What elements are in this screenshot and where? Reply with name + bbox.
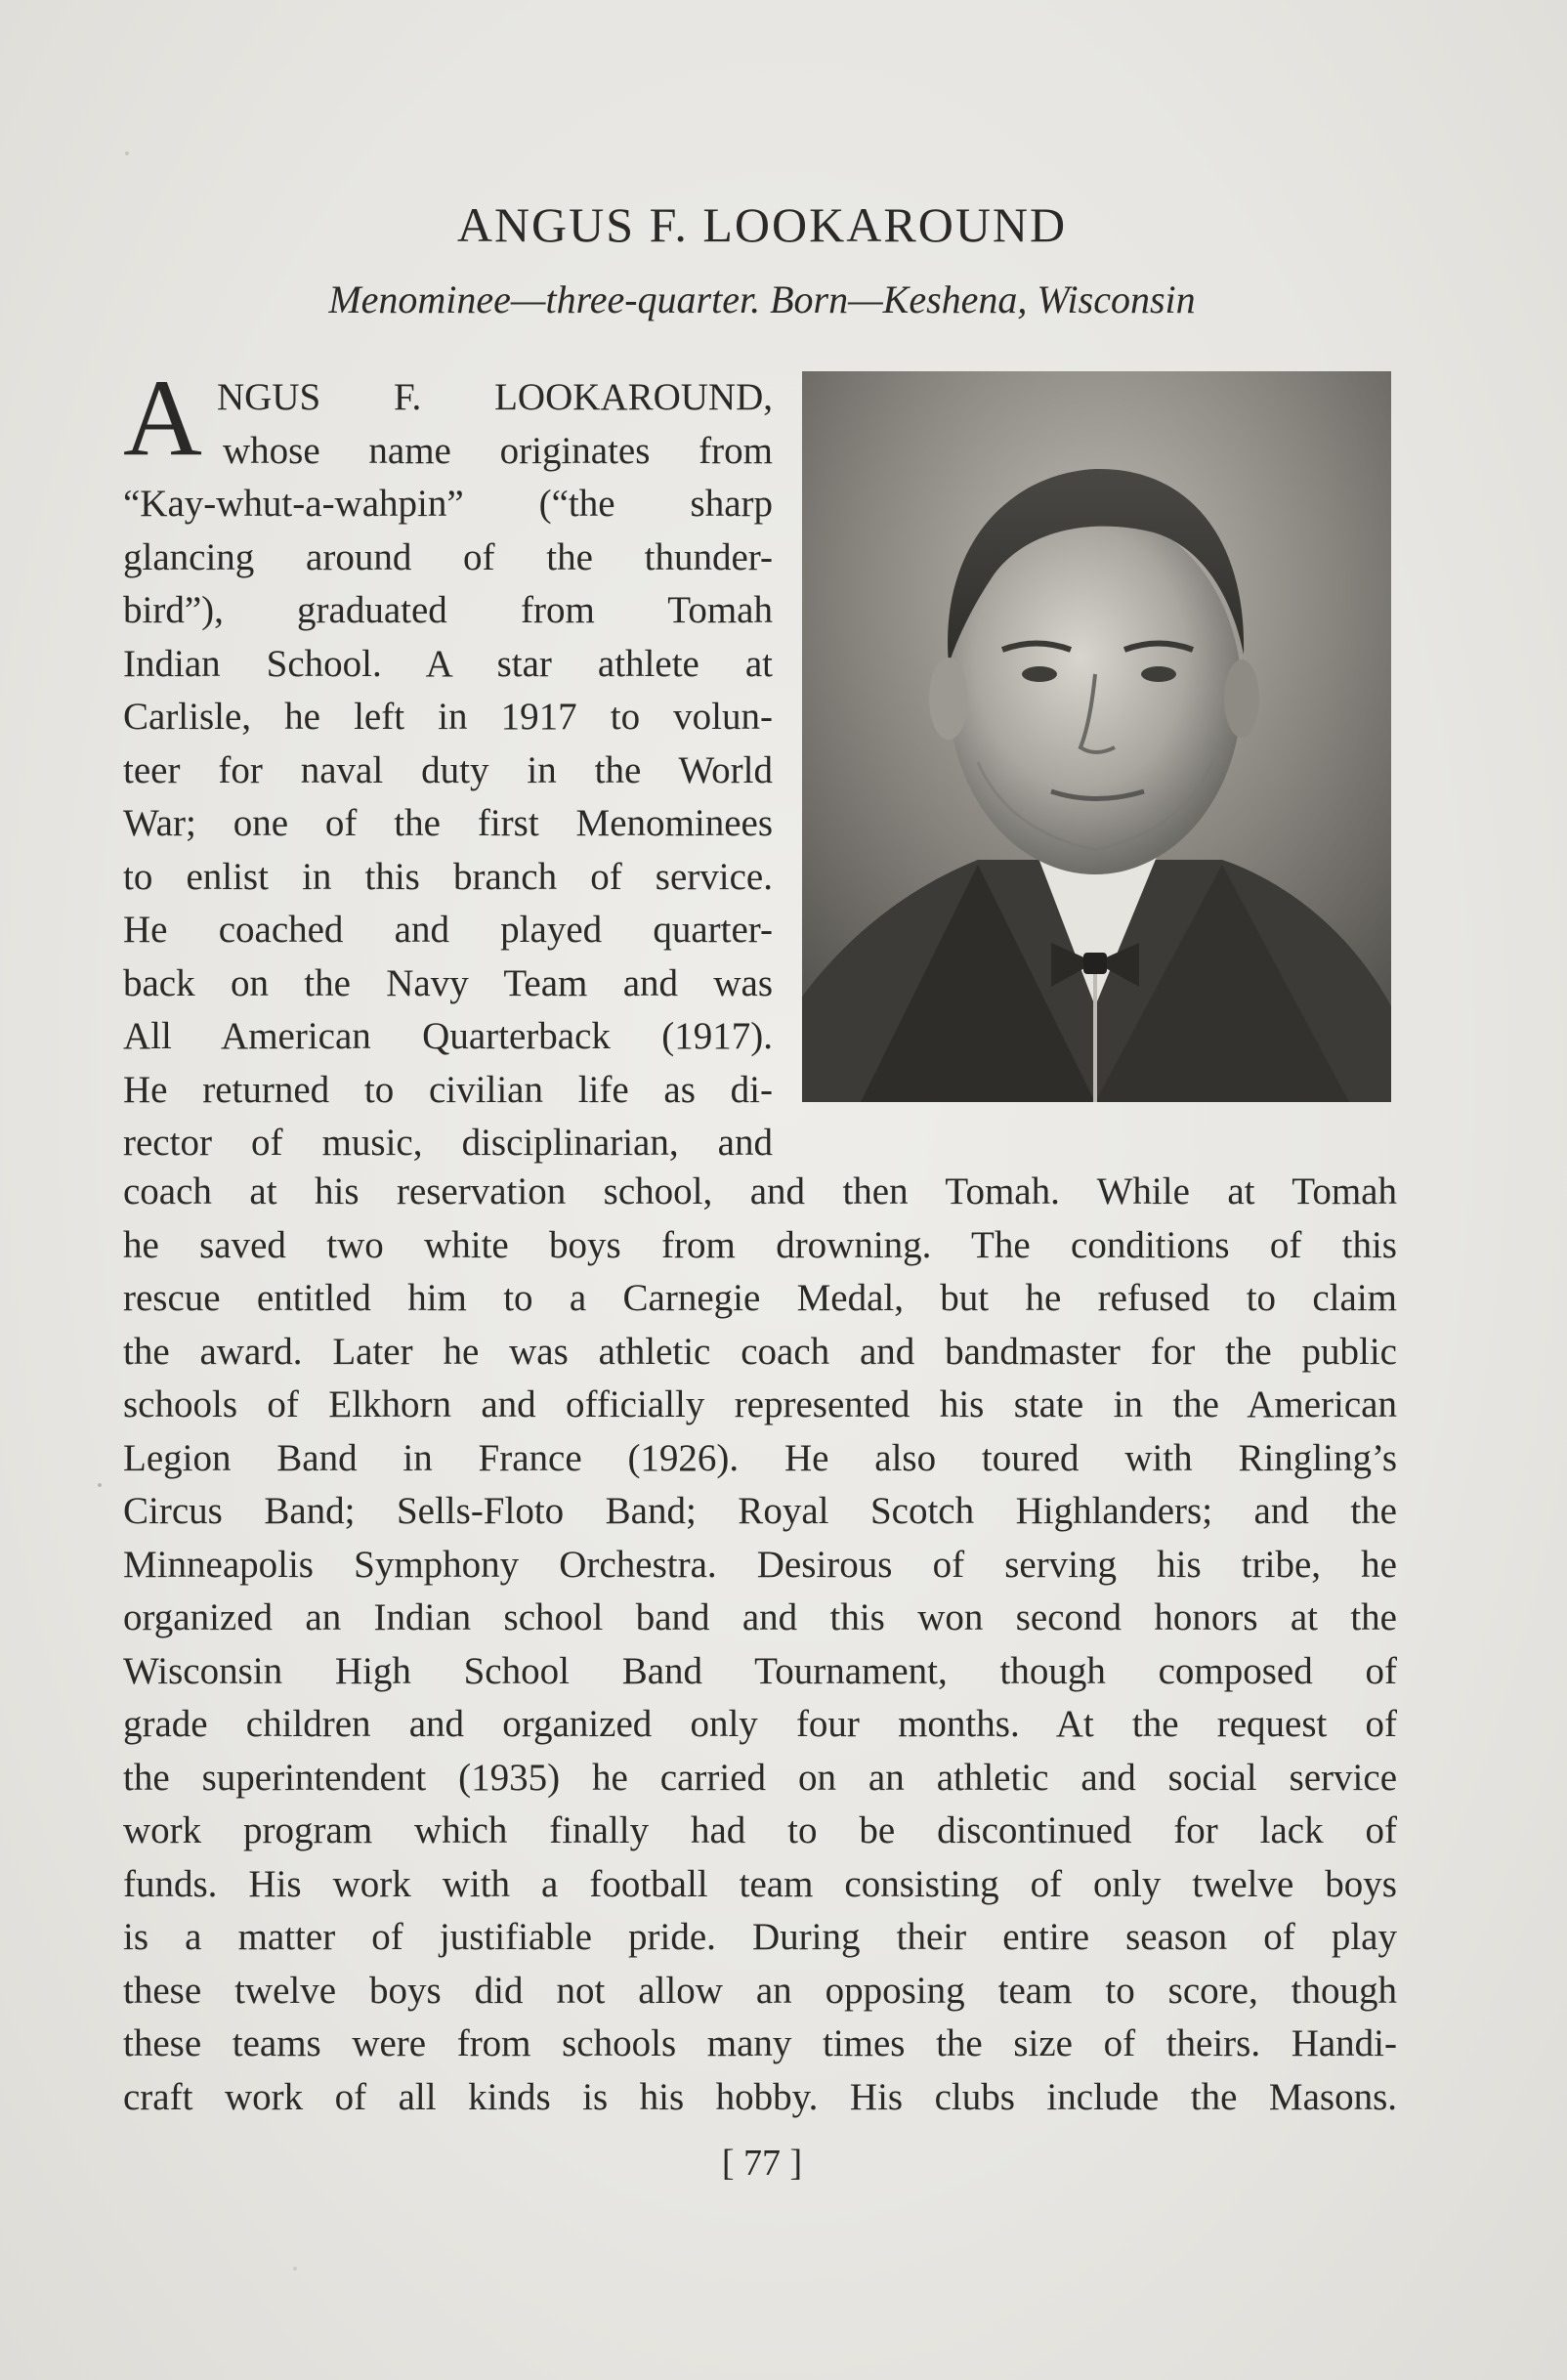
- text-line: to enlist in this branch of service.: [123, 855, 773, 898]
- page-subtitle: Menominee—three-quarter. Born—Keshena, Wisconsin: [328, 277, 1196, 321]
- text-line: these teams were from schools many times the size of theirs. Handi-: [123, 2022, 1397, 2064]
- text-line: rescue entitled him to a Carnegie Medal, but he refused to claim: [123, 1277, 1397, 1319]
- text-line: the award. Later he was athletic coach and bandmaster for the public: [123, 1330, 1397, 1373]
- portrait-photo: [802, 371, 1391, 1102]
- text-line: back on the Navy Team and was: [123, 961, 773, 1004]
- full-width-text: [123, 1166, 1397, 2124]
- text-line: work program which finally had to be discontinued for lack of: [123, 1809, 1397, 1851]
- text-line: Indian School. A star athlete at: [123, 642, 773, 685]
- text-line: is a matter of justifiable pride. During their entire season of play: [123, 1916, 1397, 1958]
- paper-speck: [98, 1483, 102, 1487]
- text-line: glancing around of the thunder-: [123, 535, 773, 578]
- text-line: NGUS F. LOOKAROUND,: [217, 376, 773, 418]
- text-line: he saved two white boys from drowning. The conditions of this: [123, 1223, 1397, 1266]
- text-line: funds. His work with a football team consisting of only twelve boys: [123, 1862, 1397, 1905]
- text-line: schools of Elkhorn and officially represented his state in the American: [123, 1383, 1397, 1425]
- text-line: War; one of the first Menominees: [123, 802, 773, 844]
- page-title: ANGUS F. LOOKAROUND: [456, 197, 1068, 252]
- text-line: All American Quarterback (1917).: [123, 1015, 773, 1057]
- text-line: Minneapolis Symphony Orchestra. Desirous of serving his tribe, he: [123, 1543, 1397, 1586]
- text-line: craft work of all kinds is his hobby. His clubs include the Masons.: [123, 2075, 1397, 2118]
- portrait-illustration: [802, 371, 1391, 1102]
- text-line: Wisconsin High School Band Tournament, though composed of: [123, 1649, 1397, 1692]
- text-line: “Kay-whut-a-wahpin” (“the sharp: [123, 483, 773, 525]
- text-line: rector of music, disciplinarian, and: [123, 1122, 773, 1164]
- text-line: grade children and organized only four months. At the request of: [123, 1703, 1397, 1745]
- text-line: bird”), graduated from Tomah: [123, 589, 773, 631]
- text-line: Legion Band in France (1926). He also toured with Ringling’s: [123, 1436, 1397, 1479]
- page-number: [ 77 ]: [721, 2143, 803, 2184]
- text-line: these twelve boys did not allow an opposing team to score, though: [123, 1969, 1397, 2012]
- text-line: coach at his reservation school, and then Tomah. While at Tomah: [123, 1170, 1397, 1212]
- text-line: He coached and played quarter-: [123, 909, 773, 951]
- paper-speck: [125, 151, 129, 155]
- text-line: whose name originates from: [223, 429, 773, 472]
- paper-speck: [293, 2267, 297, 2271]
- text-line: Carlisle, he left in 1917 to volun-: [123, 696, 773, 738]
- text-line: Circus Band; Sells-Floto Band; Royal Scotch Highlanders; and the: [123, 1490, 1397, 1532]
- text-line: teer for naval duty in the World: [123, 748, 773, 791]
- narrow-text-column: [123, 371, 773, 1170]
- text-line: organized an Indian school band and this won second honors at the: [123, 1596, 1397, 1638]
- drop-cap: A: [123, 358, 202, 479]
- text-line: He returned to civilian life as di-: [123, 1068, 773, 1111]
- text-line: the superintendent (1935) he carried on an athletic and social service: [123, 1756, 1397, 1799]
